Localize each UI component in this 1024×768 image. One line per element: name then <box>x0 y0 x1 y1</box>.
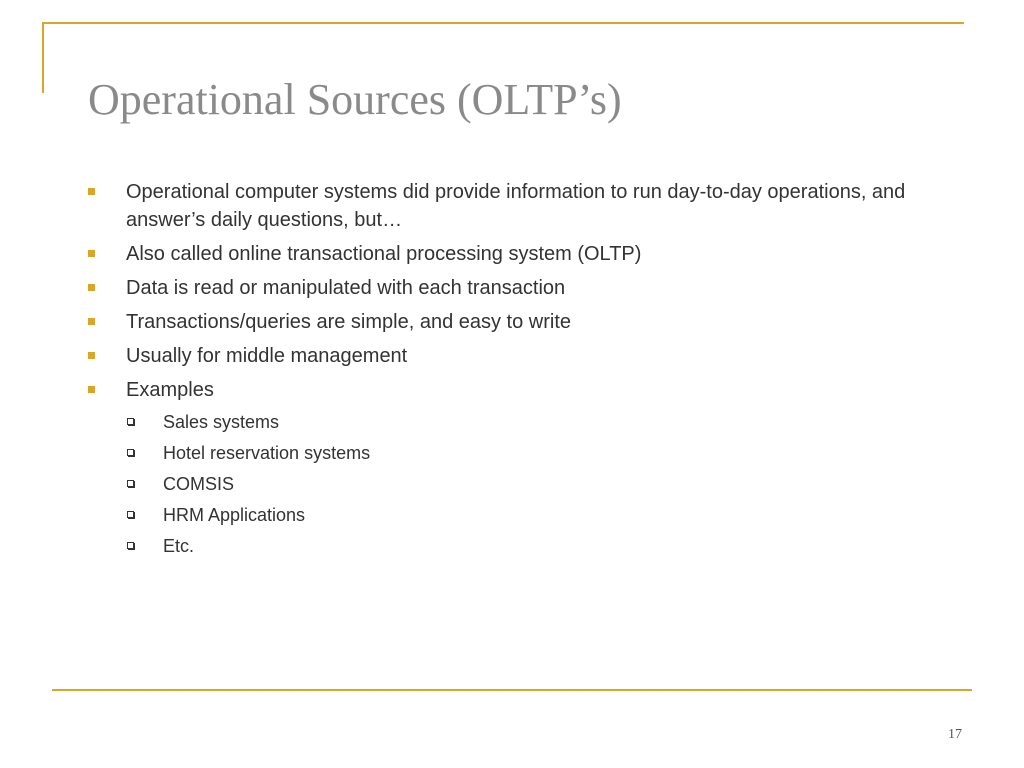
bullet-item <box>86 376 946 404</box>
bullet-text: Usually for middle management <box>126 345 408 367</box>
footer-divider <box>52 689 972 691</box>
bullet-text: Operational computer systems did provide information to run day-to-day operations, and answer’s daily questions, but… <box>126 181 906 231</box>
sub-bullet-text: COMSIS <box>163 474 235 494</box>
bullet-item <box>86 342 946 370</box>
square-bullet-icon <box>88 386 95 393</box>
sub-bullet-text: Etc. <box>163 536 195 556</box>
bullet-item <box>86 178 946 234</box>
bullet-item <box>86 308 946 336</box>
page-number: 17 <box>948 727 962 742</box>
slide-title: Operational Sources (OLTP’s) <box>88 75 622 124</box>
hollow-square-bullet-icon <box>127 511 134 518</box>
square-bullet-icon <box>88 284 95 291</box>
sub-bullet-text: Hotel reservation systems <box>163 443 371 463</box>
sub-bullet-item <box>86 472 946 496</box>
hollow-square-bullet-icon <box>127 542 134 549</box>
square-bullet-icon <box>88 352 95 359</box>
sub-bullet-text: HRM Applications <box>163 505 306 525</box>
sub-bullet-text: Sales systems <box>163 412 280 432</box>
sub-bullet-item <box>86 534 946 558</box>
bullet-text: Data is read or manipulated with each transaction <box>126 277 566 299</box>
frame-top-line <box>42 22 964 24</box>
sub-bullet-item <box>86 503 946 527</box>
square-bullet-icon <box>88 318 95 325</box>
bullet-list <box>86 178 946 565</box>
square-bullet-icon <box>88 250 95 257</box>
bullet-text: Transactions/queries are simple, and easy to write <box>126 311 572 333</box>
frame-left-line <box>42 22 44 93</box>
square-bullet-icon <box>88 188 95 195</box>
sub-bullet-item <box>86 441 946 465</box>
bullet-text: Examples <box>126 379 214 401</box>
bullet-item <box>86 240 946 268</box>
hollow-square-bullet-icon <box>127 480 134 487</box>
sub-bullet-item <box>86 410 946 434</box>
hollow-square-bullet-icon <box>127 418 134 425</box>
bullet-text: Also called online transactional processing system (OLTP) <box>126 243 642 265</box>
bullet-item <box>86 274 946 302</box>
hollow-square-bullet-icon <box>127 449 134 456</box>
